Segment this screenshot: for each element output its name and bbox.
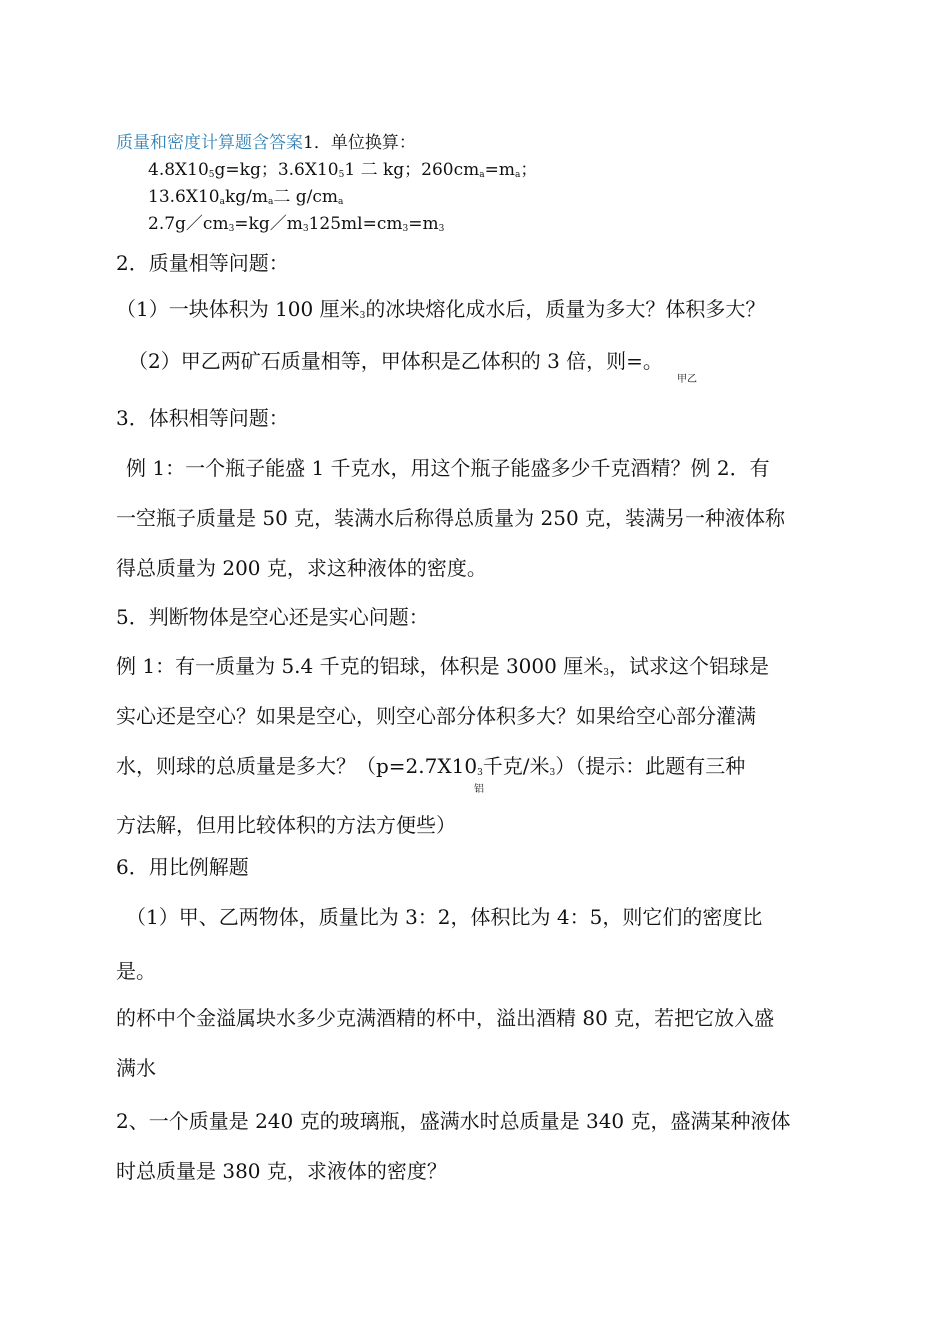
q6-part-1: （1）甲、乙两物体，质量比为 3：2，体积比为 4：5，则它们的密度比 <box>126 905 763 929</box>
q1-heading: 1．单位换算： <box>303 133 416 153</box>
q5-heading: 5．判断物体是空心还是实心问题： <box>116 605 429 629</box>
q5-density-subscript: 铝 <box>474 784 484 795</box>
q5-paragraph-line-1 <box>116 653 769 684</box>
text: g=kg；3.6X10 <box>214 160 339 180</box>
text: =kg／m <box>234 214 303 234</box>
text: kg/m <box>224 187 268 207</box>
q2-part-1 <box>116 296 765 327</box>
q3-heading: 3．体积相等问题： <box>116 406 289 430</box>
exponent: 5 <box>208 170 215 180</box>
text: 1 二 kg；260cm <box>344 160 480 180</box>
text: 13.6X10 <box>148 187 220 207</box>
unit-conversion-line-3 <box>148 211 444 240</box>
text: ，试求这个铝球是 <box>608 654 769 678</box>
text: 水，则球的总质量是多大？（p=2.7X10 <box>116 754 478 778</box>
q6-extra-line-1: 的杯中个金溢属块水多少克满酒精的杯中，溢出酒精 80 克，若把它放入盛 <box>116 1006 775 1030</box>
unit-conversion-line-1 <box>148 157 537 186</box>
q5-paragraph-line-2: 实心还是空心？如果是空心，则空心部分体积多大？如果给空心部分灌满 <box>116 704 756 728</box>
exponent: a <box>515 170 521 180</box>
exponent: 3 <box>228 224 235 234</box>
text: 千克/米 <box>482 754 550 778</box>
q3-paragraph-line-1: 例 1：一个瓶子能盛 1 千克水，用这个瓶子能盛多少千克酒精？例 2．有 <box>126 456 770 480</box>
q5-paragraph-line-4: 方法解，但用比较体积的方法方便些） <box>116 813 456 837</box>
q2-part-2: （2）甲乙两矿石质量相等，甲体积是乙体积的 3 倍，则=。 <box>128 349 663 373</box>
problem-2-line-2: 时总质量是 380 克，求液体的密度？ <box>116 1159 447 1183</box>
exponent: 3 <box>549 768 556 778</box>
problem-2-line-1: 2、一个质量是 240 克的玻璃瓶，盛满水时总质量是 340 克，盛满某种液体 <box>116 1109 791 1133</box>
exponent: 3 <box>402 224 409 234</box>
q2-heading: 2．质量相等问题： <box>116 251 289 275</box>
unit-conversion-line-2 <box>148 184 343 213</box>
exponent: a <box>338 197 344 207</box>
text: （1）一块体积为 100 厘米 <box>116 297 360 321</box>
text: 例 1：有一质量为 5.4 千克的铝球，体积是 3000 厘米 <box>116 654 604 678</box>
text: =m <box>408 214 439 234</box>
text: ； <box>520 160 538 180</box>
exponent: a <box>219 197 225 207</box>
text: 2.7g／cm <box>148 214 229 234</box>
q6-heading: 6．用比例解题 <box>116 855 249 879</box>
document-title: 质量和密度计算题含答案 <box>116 133 303 153</box>
text: ）（提示：此题有三种 <box>555 754 746 778</box>
exponent: 3 <box>603 668 609 678</box>
exponent: 3 <box>302 224 309 234</box>
q3-paragraph-line-2: 一空瓶子质量是 50 克，装满水后称得总质量为 250 克，装满另一种液体称 <box>116 506 786 530</box>
text: 二 g/cm <box>273 187 339 207</box>
exponent: a <box>268 197 274 207</box>
text: 125ml=cm <box>308 214 403 234</box>
q2-part-2-subscript: 甲乙 <box>677 374 697 385</box>
title-line <box>116 130 416 156</box>
exponent: 3 <box>359 311 366 321</box>
q6-extra-line-2: 满水 <box>116 1056 156 1080</box>
q6-part-1-continued: 是。 <box>116 959 156 983</box>
q5-paragraph-line-3 <box>116 753 745 784</box>
exponent: 5 <box>338 170 345 180</box>
text: 4.8X10 <box>148 160 209 180</box>
q3-paragraph-line-3: 得总质量为 200 克，求这种液体的密度。 <box>116 556 487 580</box>
text: =m <box>484 160 515 180</box>
exponent: 3 <box>477 768 483 778</box>
text: 的冰块熔化成水后，质量为多大？体积多大？ <box>365 297 766 321</box>
exponent: a <box>479 170 485 180</box>
exponent: 3 <box>438 224 445 234</box>
